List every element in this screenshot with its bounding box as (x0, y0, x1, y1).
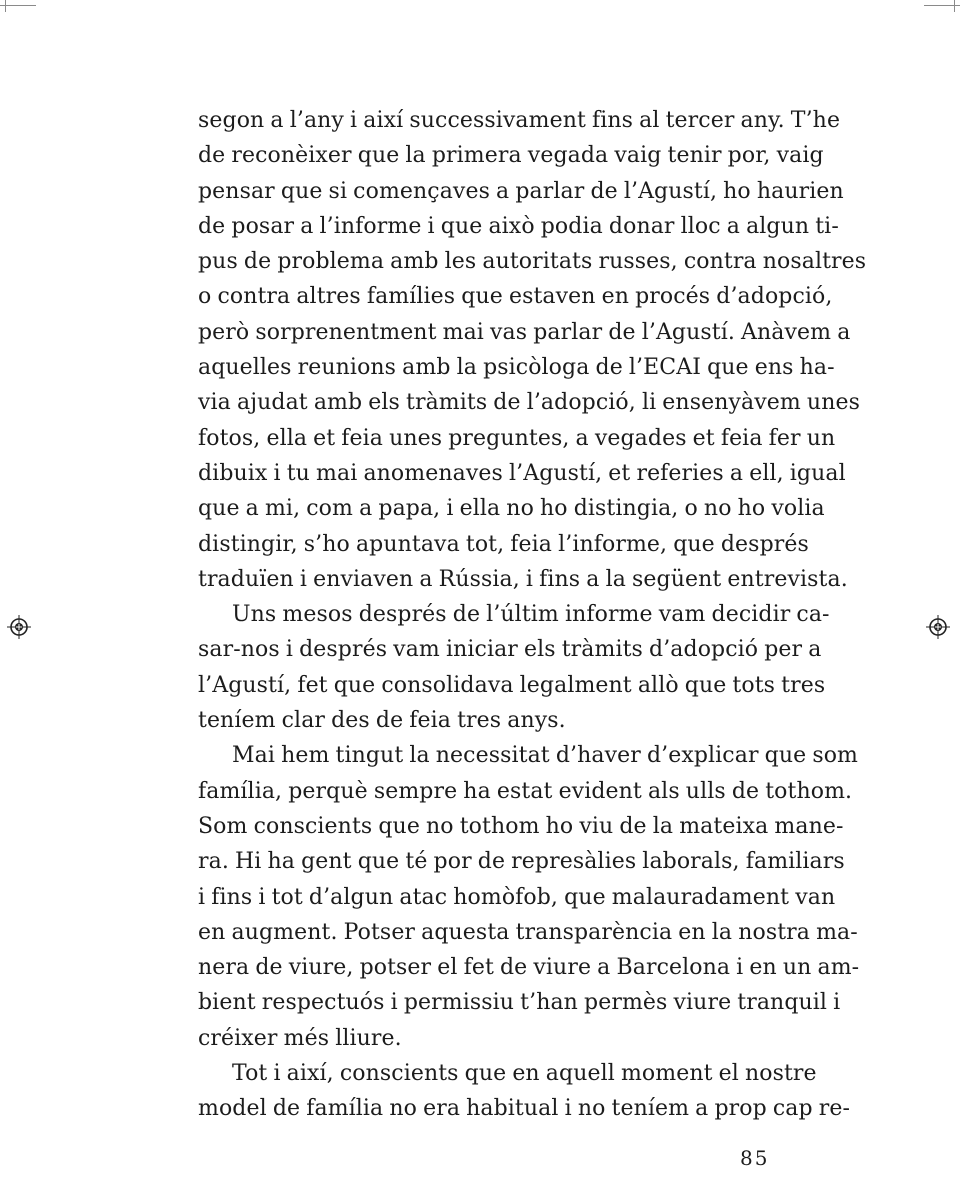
text-line: pensar que si començaves a parlar de l’Agustí, ho haurien (198, 178, 844, 204)
text-line: però sorprenentment mai vas parlar de l’Agustí. Anàvem a (198, 319, 851, 345)
text-line: via ajudat amb els tràmits de l’adopció, li ensenyàvem unes (198, 390, 860, 416)
text-line: l’Agustí, fet que consolidava legalment allò que tots tres (198, 672, 826, 698)
text-line: família, perquè sempre ha estat evident als ulls de tothom. (198, 778, 853, 804)
text-line: distingir, s’ho apuntava tot, feia l’informe, que després (198, 531, 809, 557)
text-line: nera de viure, potser el fet de viure a Barcelona i en un am- (198, 955, 860, 981)
text-line: dibuix i tu mai anomenaves l’Agustí, et referies a ell, igual (198, 460, 846, 486)
text-line: Uns mesos després de l’últim informe vam decidir ca- (232, 602, 830, 628)
text-line: Som conscients que no tothom ho viu de la mateixa mane- (198, 813, 844, 839)
paragraph (198, 1056, 851, 1127)
paragraph (198, 597, 830, 738)
body-text (198, 103, 867, 1127)
text-line: pus de problema amb les autoritats russes, contra nosaltres (198, 249, 867, 275)
text-line: de posar a l’informe i que això podia donar lloc a algun ti- (198, 213, 839, 239)
text-line: de reconèixer que la primera vegada vaig tenir por, vaig (198, 143, 824, 169)
text-line: segon a l’any i així successivament fins al tercer any. T’he (198, 108, 841, 133)
text-line: ra. Hi ha gent que té por de represàlies laborals, familiars (198, 849, 845, 875)
text-line: que a mi, com a papa, i ella no ho distingia, o no ho volia (198, 496, 825, 522)
page-number: 85 (740, 1146, 770, 1170)
text-line: Mai hem tingut la necessitat d’haver d’explicar que som (232, 743, 859, 769)
text-line: aquelles reunions amb la psicòloga de l’ECAI que ens ha- (198, 355, 835, 381)
text-line: model de família no era habitual i no teníem a prop cap re- (198, 1096, 851, 1122)
paragraph (198, 103, 867, 597)
text-line: fotos, ella et feia unes preguntes, a vegades et feia fer un (198, 425, 836, 451)
registration-mark-right-icon (925, 614, 951, 640)
text-line: en augment. Potser aquesta transparència en la nostra ma- (198, 919, 858, 945)
paragraph (198, 738, 860, 1056)
text-line: Tot i així, conscients que en aquell moment el nostre (232, 1061, 817, 1087)
registration-mark-left-icon (6, 614, 32, 640)
crop-mark-top-left-vertical (5, 0, 6, 12)
text-line: traduïen i enviaven a Rússia, i fins a la següent entrevista. (198, 566, 848, 592)
text-line: bient respectuós i permissiu t’han permès viure tranquil i (198, 990, 841, 1016)
crop-mark-top-right-vertical (954, 0, 955, 12)
text-line: créixer més lliure. (198, 1025, 402, 1051)
text-line: sar-nos i després vam iniciar els tràmits d’adopció per a (198, 637, 822, 663)
text-line: o contra altres famílies que estaven en procés d’adopció, (198, 284, 833, 310)
text-line: i fins i tot d’algun atac homòfob, que malauradament van (198, 884, 836, 910)
text-line: teníem clar des de feia tres anys. (198, 708, 566, 734)
